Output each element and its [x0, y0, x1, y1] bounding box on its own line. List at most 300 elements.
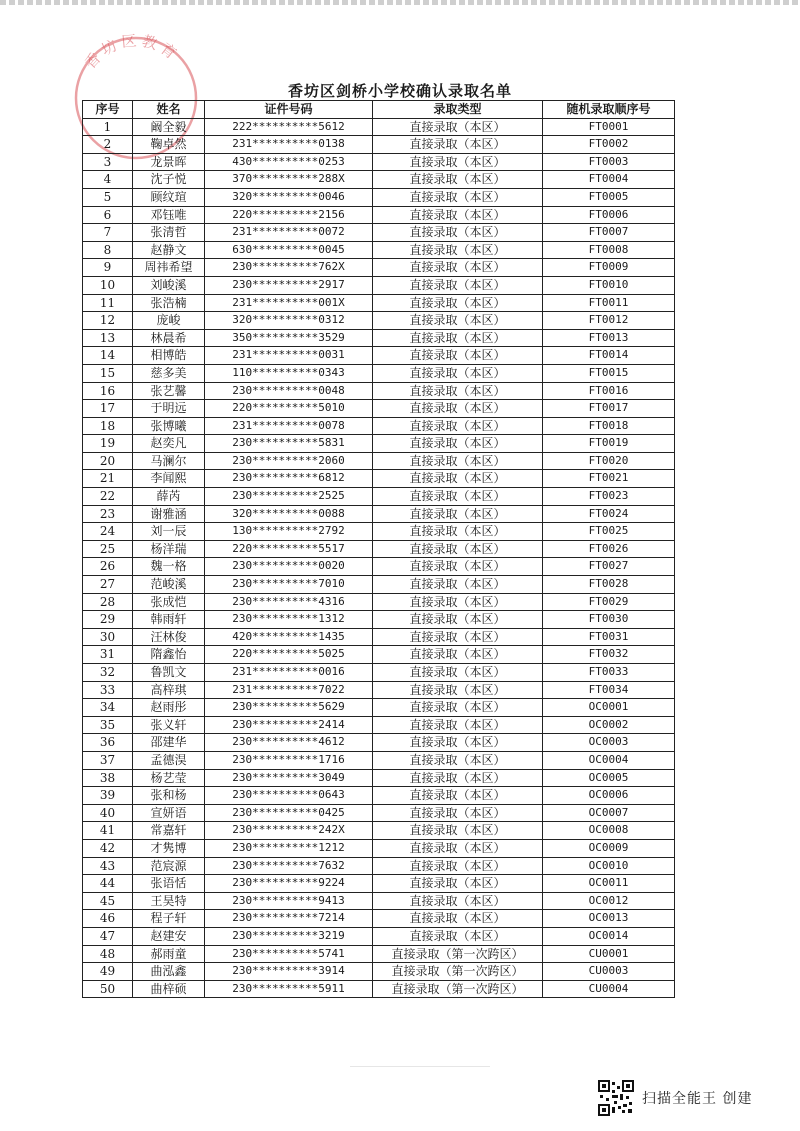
cell-id-number: 230**********7214: [205, 910, 373, 928]
cell-admission-type: 直接录取（第一次跨区）: [373, 963, 543, 981]
cell-id-number: 230**********2414: [205, 716, 373, 734]
cell-admission-type: 直接录取（本区）: [373, 505, 543, 523]
cell-id-number: 220**********2156: [205, 206, 373, 224]
cell-random-order: FT0033: [543, 664, 675, 682]
cell-id-number: 230**********5911: [205, 980, 373, 998]
table-row: [83, 875, 675, 893]
cell-serial: 3: [83, 153, 133, 171]
table-row: [83, 276, 675, 294]
table-row: [83, 488, 675, 506]
header-random-order: 随机录取顺序号: [543, 101, 675, 119]
cell-name: 马澜尔: [133, 452, 205, 470]
cell-name: 宣妍语: [133, 804, 205, 822]
cell-admission-type: 直接录取（本区）: [373, 593, 543, 611]
cell-random-order: OC0004: [543, 751, 675, 769]
cell-name: 郝雨童: [133, 945, 205, 963]
cell-id-number: 230**********242X: [205, 822, 373, 840]
table-row: [83, 558, 675, 576]
cell-admission-type: 直接录取（本区）: [373, 276, 543, 294]
cell-name: 赵雨彤: [133, 699, 205, 717]
cell-serial: 7: [83, 224, 133, 242]
cell-id-number: 230**********0048: [205, 382, 373, 400]
table-row: [83, 224, 675, 242]
cell-name: 顾纹瑄: [133, 188, 205, 206]
cell-serial: 42: [83, 839, 133, 857]
cell-name: 魏一格: [133, 558, 205, 576]
cell-id-number: 231**********0016: [205, 664, 373, 682]
cell-serial: 32: [83, 664, 133, 682]
cell-id-number: 230**********9224: [205, 875, 373, 893]
cell-name: 韩雨轩: [133, 611, 205, 629]
table-row: [83, 927, 675, 945]
cell-serial: 12: [83, 312, 133, 330]
svg-text:香坊区教育: 香坊区教育: [81, 31, 184, 73]
cell-random-order: FT0027: [543, 558, 675, 576]
cell-serial: 9: [83, 259, 133, 277]
cell-serial: 47: [83, 927, 133, 945]
table-row: [83, 593, 675, 611]
cell-random-order: FT0031: [543, 628, 675, 646]
cell-name: 邓钰唯: [133, 206, 205, 224]
cell-random-order: FT0016: [543, 382, 675, 400]
cell-random-order: FT0005: [543, 188, 675, 206]
cell-name: 张和杨: [133, 787, 205, 805]
table-row: [83, 628, 675, 646]
cell-admission-type: 直接录取（本区）: [373, 118, 543, 136]
table-row: [83, 136, 675, 154]
cell-admission-type: 直接录取（本区）: [373, 224, 543, 242]
cell-admission-type: 直接录取（本区）: [373, 576, 543, 594]
table-row: [83, 980, 675, 998]
cell-id-number: 231**********0078: [205, 417, 373, 435]
cell-name: 张浩楠: [133, 294, 205, 312]
cell-random-order: FT0030: [543, 611, 675, 629]
table-row: [83, 664, 675, 682]
table-row: [83, 892, 675, 910]
cell-serial: 16: [83, 382, 133, 400]
cell-serial: 14: [83, 347, 133, 365]
cell-name: 汪林俊: [133, 628, 205, 646]
cell-name: 程子轩: [133, 910, 205, 928]
cell-id-number: 230**********9413: [205, 892, 373, 910]
cell-id-number: 230**********3914: [205, 963, 373, 981]
table-row: [83, 910, 675, 928]
cell-name: 王昊特: [133, 892, 205, 910]
cell-serial: 11: [83, 294, 133, 312]
cell-random-order: FT0002: [543, 136, 675, 154]
cell-id-number: 230**********5831: [205, 435, 373, 453]
cell-random-order: OC0010: [543, 857, 675, 875]
table-row: [83, 804, 675, 822]
cell-admission-type: 直接录取（本区）: [373, 136, 543, 154]
cell-serial: 24: [83, 523, 133, 541]
document-title: 香坊区剑桥小学校确认录取名单: [287, 82, 512, 100]
table-row: [83, 188, 675, 206]
cell-admission-type: 直接录取（本区）: [373, 716, 543, 734]
cell-random-order: FT0012: [543, 312, 675, 330]
cell-id-number: 220**********5010: [205, 400, 373, 418]
cell-name: 隋鑫怡: [133, 646, 205, 664]
cell-admission-type: 直接录取（本区）: [373, 452, 543, 470]
cell-random-order: FT0014: [543, 347, 675, 365]
cell-admission-type: 直接录取（本区）: [373, 188, 543, 206]
cell-random-order: OC0005: [543, 769, 675, 787]
cell-id-number: 230**********1212: [205, 839, 373, 857]
cell-random-order: FT0020: [543, 452, 675, 470]
admission-table: [82, 100, 675, 998]
cell-name: 刘一辰: [133, 523, 205, 541]
cell-random-order: FT0018: [543, 417, 675, 435]
cell-id-number: 370**********288X: [205, 171, 373, 189]
cell-id-number: 230**********5629: [205, 699, 373, 717]
cell-random-order: OC0014: [543, 927, 675, 945]
cell-name: 刘峻溪: [133, 276, 205, 294]
cell-id-number: 220**********5517: [205, 540, 373, 558]
table-row: [83, 364, 675, 382]
cell-admission-type: 直接录取（本区）: [373, 839, 543, 857]
cell-random-order: FT0032: [543, 646, 675, 664]
cell-id-number: 230**********7632: [205, 857, 373, 875]
cell-admission-type: 直接录取（本区）: [373, 329, 543, 347]
cell-admission-type: 直接录取（本区）: [373, 400, 543, 418]
table-row: [83, 171, 675, 189]
table-row: [83, 452, 675, 470]
cell-admission-type: 直接录取（第一次跨区）: [373, 980, 543, 998]
cell-name: 张语恬: [133, 875, 205, 893]
cell-serial: 29: [83, 611, 133, 629]
cell-name: 龙景晖: [133, 153, 205, 171]
cell-name: 张义轩: [133, 716, 205, 734]
cell-random-order: OC0011: [543, 875, 675, 893]
scan-top-edge: [0, 0, 800, 5]
cell-id-number: 230**********6812: [205, 470, 373, 488]
table-row: [83, 382, 675, 400]
cell-random-order: FT0015: [543, 364, 675, 382]
cell-random-order: FT0026: [543, 540, 675, 558]
cell-name: 杨洋瑞: [133, 540, 205, 558]
cell-name: 张艺馨: [133, 382, 205, 400]
cell-random-order: OC0006: [543, 787, 675, 805]
cell-admission-type: 直接录取（本区）: [373, 804, 543, 822]
cell-id-number: 230**********4612: [205, 734, 373, 752]
cell-admission-type: 直接录取（本区）: [373, 259, 543, 277]
table-row: [83, 241, 675, 259]
cell-random-order: OC0007: [543, 804, 675, 822]
cell-admission-type: 直接录取（本区）: [373, 769, 543, 787]
scan-artifact-line: [350, 1066, 490, 1067]
cell-random-order: OC0012: [543, 892, 675, 910]
cell-serial: 10: [83, 276, 133, 294]
cell-id-number: 420**********1435: [205, 628, 373, 646]
header-serial: 序号: [83, 101, 133, 119]
cell-admission-type: 直接录取（本区）: [373, 892, 543, 910]
cell-admission-type: 直接录取（本区）: [373, 664, 543, 682]
cell-serial: 44: [83, 875, 133, 893]
cell-admission-type: 直接录取（本区）: [373, 294, 543, 312]
cell-serial: 49: [83, 963, 133, 981]
cell-random-order: OC0013: [543, 910, 675, 928]
cell-admission-type: 直接录取（本区）: [373, 611, 543, 629]
cell-serial: 5: [83, 188, 133, 206]
cell-id-number: 230**********0425: [205, 804, 373, 822]
cell-serial: 1: [83, 118, 133, 136]
cell-serial: 38: [83, 769, 133, 787]
qr-code-icon: [598, 1080, 634, 1116]
cell-serial: 6: [83, 206, 133, 224]
cell-admission-type: 直接录取（本区）: [373, 540, 543, 558]
cell-admission-type: 直接录取（本区）: [373, 699, 543, 717]
cell-admission-type: 直接录取（本区）: [373, 523, 543, 541]
cell-random-order: FT0004: [543, 171, 675, 189]
cell-id-number: 230**********0643: [205, 787, 373, 805]
cell-random-order: FT0013: [543, 329, 675, 347]
cell-serial: 45: [83, 892, 133, 910]
cell-serial: 20: [83, 452, 133, 470]
header-name: 姓名: [133, 101, 205, 119]
cell-name: 鞠卓然: [133, 136, 205, 154]
cell-id-number: 320**********0088: [205, 505, 373, 523]
cell-id-number: 430**********0253: [205, 153, 373, 171]
table-row: [83, 787, 675, 805]
cell-serial: 22: [83, 488, 133, 506]
cell-admission-type: 直接录取（本区）: [373, 470, 543, 488]
table-row: [83, 822, 675, 840]
table-row: [83, 681, 675, 699]
cell-serial: 23: [83, 505, 133, 523]
cell-id-number: 231**********0138: [205, 136, 373, 154]
cell-name: 邵建华: [133, 734, 205, 752]
cell-id-number: 220**********5025: [205, 646, 373, 664]
cell-id-number: 230**********1312: [205, 611, 373, 629]
cell-name: 张博曦: [133, 417, 205, 435]
cell-random-order: FT0024: [543, 505, 675, 523]
cell-admission-type: 直接录取（本区）: [373, 435, 543, 453]
cell-name: 杨艺莹: [133, 769, 205, 787]
cell-name: 赵静文: [133, 241, 205, 259]
cell-random-order: FT0010: [543, 276, 675, 294]
cell-random-order: CU0004: [543, 980, 675, 998]
table-row: [83, 751, 675, 769]
cell-serial: 39: [83, 787, 133, 805]
cell-random-order: OC0003: [543, 734, 675, 752]
cell-id-number: 231**********0072: [205, 224, 373, 242]
cell-name: 赵奕凡: [133, 435, 205, 453]
cell-name: 曲泓鑫: [133, 963, 205, 981]
table-row: [83, 259, 675, 277]
table-row: [83, 523, 675, 541]
cell-serial: 35: [83, 716, 133, 734]
cell-serial: 37: [83, 751, 133, 769]
cell-name: 谢雅涵: [133, 505, 205, 523]
cell-admission-type: 直接录取（本区）: [373, 206, 543, 224]
header-admission-type: 录取类型: [373, 101, 543, 119]
cell-random-order: OC0009: [543, 839, 675, 857]
cell-name: 薛芮: [133, 488, 205, 506]
cell-serial: 8: [83, 241, 133, 259]
cell-serial: 27: [83, 576, 133, 594]
cell-name: 曲梓硕: [133, 980, 205, 998]
cell-name: 庞峻: [133, 312, 205, 330]
cell-name: 范峻溪: [133, 576, 205, 594]
cell-random-order: OC0001: [543, 699, 675, 717]
cell-id-number: 230**********3049: [205, 769, 373, 787]
table-row: [83, 646, 675, 664]
cell-id-number: 222**********5612: [205, 118, 373, 136]
cell-name: 高梓琪: [133, 681, 205, 699]
scanner-watermark-text: 扫描全能王 创建: [642, 1091, 753, 1107]
cell-serial: 15: [83, 364, 133, 382]
table-row: [83, 857, 675, 875]
cell-name: 孟德淏: [133, 751, 205, 769]
cell-random-order: FT0011: [543, 294, 675, 312]
cell-serial: 40: [83, 804, 133, 822]
table-row: [83, 470, 675, 488]
cell-random-order: FT0034: [543, 681, 675, 699]
cell-id-number: 320**********0312: [205, 312, 373, 330]
cell-admission-type: 直接录取（本区）: [373, 488, 543, 506]
cell-admission-type: 直接录取（本区）: [373, 382, 543, 400]
cell-id-number: 230**********7010: [205, 576, 373, 594]
cell-admission-type: 直接录取（本区）: [373, 417, 543, 435]
cell-name: 才隽博: [133, 839, 205, 857]
table-row: [83, 347, 675, 365]
table-row: [83, 312, 675, 330]
table-row: [83, 540, 675, 558]
cell-id-number: 230**********3219: [205, 927, 373, 945]
cell-admission-type: 直接录取（本区）: [373, 787, 543, 805]
cell-serial: 17: [83, 400, 133, 418]
cell-serial: 50: [83, 980, 133, 998]
table-row: [83, 417, 675, 435]
table-row: [83, 769, 675, 787]
cell-admission-type: 直接录取（第一次跨区）: [373, 945, 543, 963]
cell-random-order: FT0029: [543, 593, 675, 611]
cell-serial: 4: [83, 171, 133, 189]
cell-name: 张清哲: [133, 224, 205, 242]
cell-name: 林晨希: [133, 329, 205, 347]
cell-name: 赵建安: [133, 927, 205, 945]
cell-admission-type: 直接录取（本区）: [373, 910, 543, 928]
cell-random-order: FT0028: [543, 576, 675, 594]
cell-id-number: 231**********7022: [205, 681, 373, 699]
cell-random-order: FT0025: [543, 523, 675, 541]
cell-serial: 36: [83, 734, 133, 752]
cell-id-number: 230**********4316: [205, 593, 373, 611]
cell-random-order: CU0003: [543, 963, 675, 981]
cell-name: 周祎希望: [133, 259, 205, 277]
cell-serial: 30: [83, 628, 133, 646]
cell-serial: 34: [83, 699, 133, 717]
cell-id-number: 230**********2917: [205, 276, 373, 294]
cell-serial: 25: [83, 540, 133, 558]
cell-admission-type: 直接录取（本区）: [373, 241, 543, 259]
cell-admission-type: 直接录取（本区）: [373, 558, 543, 576]
cell-name: 相博皓: [133, 347, 205, 365]
table-header-row: [83, 101, 675, 119]
cell-random-order: OC0002: [543, 716, 675, 734]
cell-random-order: CU0001: [543, 945, 675, 963]
table-row: [83, 716, 675, 734]
cell-admission-type: 直接录取（本区）: [373, 153, 543, 171]
cell-serial: 41: [83, 822, 133, 840]
scanner-footer: [598, 1080, 752, 1116]
cell-admission-type: 直接录取（本区）: [373, 857, 543, 875]
table-row: [83, 206, 675, 224]
cell-name: 范宸源: [133, 857, 205, 875]
cell-id-number: 630**********0045: [205, 241, 373, 259]
cell-serial: 26: [83, 558, 133, 576]
cell-serial: 33: [83, 681, 133, 699]
table-row: [83, 153, 675, 171]
table-body: [83, 118, 675, 998]
cell-random-order: FT0006: [543, 206, 675, 224]
cell-admission-type: 直接录取（本区）: [373, 751, 543, 769]
cell-random-order: FT0003: [543, 153, 675, 171]
cell-id-number: 110**********0343: [205, 364, 373, 382]
cell-id-number: 320**********0046: [205, 188, 373, 206]
cell-random-order: FT0001: [543, 118, 675, 136]
cell-admission-type: 直接录取（本区）: [373, 312, 543, 330]
cell-id-number: 231**********001X: [205, 294, 373, 312]
cell-id-number: 230**********2060: [205, 452, 373, 470]
table-row: [83, 734, 675, 752]
cell-serial: 31: [83, 646, 133, 664]
cell-name: 李闻熙: [133, 470, 205, 488]
table-row: [83, 400, 675, 418]
cell-random-order: FT0017: [543, 400, 675, 418]
cell-serial: 28: [83, 593, 133, 611]
cell-name: 常嘉轩: [133, 822, 205, 840]
cell-id-number: 130**********2792: [205, 523, 373, 541]
table-row: [83, 963, 675, 981]
cell-admission-type: 直接录取（本区）: [373, 347, 543, 365]
table-row: [83, 294, 675, 312]
cell-serial: 2: [83, 136, 133, 154]
table-row: [83, 611, 675, 629]
cell-admission-type: 直接录取（本区）: [373, 171, 543, 189]
cell-serial: 19: [83, 435, 133, 453]
cell-id-number: 230**********1716: [205, 751, 373, 769]
cell-admission-type: 直接录取（本区）: [373, 822, 543, 840]
cell-id-number: 230**********762X: [205, 259, 373, 277]
header-id-number: 证件号码: [205, 101, 373, 119]
cell-id-number: 230**********0020: [205, 558, 373, 576]
cell-id-number: 231**********0031: [205, 347, 373, 365]
cell-id-number: 350**********3529: [205, 329, 373, 347]
cell-random-order: FT0019: [543, 435, 675, 453]
cell-random-order: FT0021: [543, 470, 675, 488]
cell-admission-type: 直接录取（本区）: [373, 364, 543, 382]
cell-serial: 21: [83, 470, 133, 488]
table-row: [83, 699, 675, 717]
cell-serial: 13: [83, 329, 133, 347]
cell-random-order: FT0009: [543, 259, 675, 277]
cell-name: 阚全毅: [133, 118, 205, 136]
cell-serial: 48: [83, 945, 133, 963]
cell-admission-type: 直接录取（本区）: [373, 927, 543, 945]
cell-id-number: 230**********2525: [205, 488, 373, 506]
cell-name: 于明远: [133, 400, 205, 418]
table-row: [83, 945, 675, 963]
cell-name: 慈多美: [133, 364, 205, 382]
table-row: [83, 435, 675, 453]
cell-admission-type: 直接录取（本区）: [373, 875, 543, 893]
table-row: [83, 118, 675, 136]
table-row: [83, 839, 675, 857]
cell-admission-type: 直接录取（本区）: [373, 628, 543, 646]
cell-name: 沈子悦: [133, 171, 205, 189]
cell-serial: 18: [83, 417, 133, 435]
